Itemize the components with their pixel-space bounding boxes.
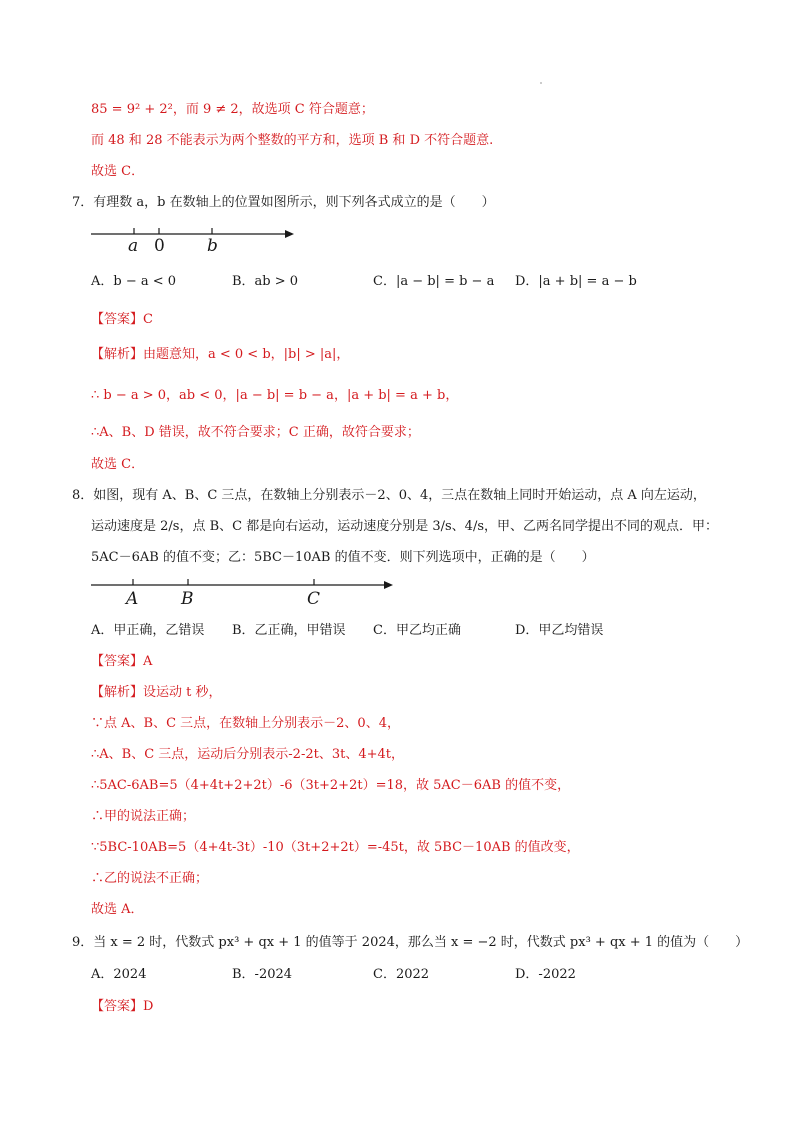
q7-axis-arrow — [285, 230, 294, 238]
q7-label-b: b — [207, 236, 218, 256]
q7-analysis-3: ∴A、B、D 错误，故不符合要求；C 正确，故符合要求； — [91, 425, 420, 440]
q8-stem-3: 5AC－6AB 的值不变；乙：5BC－10AB 的值不变．则下列选项中，正确的是（ ） — [91, 550, 595, 565]
q8-analysis-1: 【解析】设运动 t 秒， — [91, 685, 222, 700]
q7-option-c: C．|a − b| = b − a — [373, 274, 495, 289]
q8-analysis-6: ∵5BC-10AB=5（4+4t-3t）-10（3t+2+2t）=-45t，故 5BC－10AB 的值改变， — [91, 840, 580, 855]
q9-stem: 9．当 x = 2 时，代数式 px³ + qx + 1 的值等于 2024，那么当 x = −2 时，代数式 px³ + qx + 1 的值为（ ） — [72, 935, 749, 950]
q7-option-d: D．|a + b| = a − b — [515, 274, 637, 289]
scan-speck — [540, 82, 542, 84]
q7-label-a: a — [128, 236, 139, 256]
carryover-line-3: 故选 C． — [91, 164, 145, 179]
q9-option-a: A．2024 — [91, 967, 147, 982]
q8-analysis-7: ∴乙的说法不正确； — [91, 871, 209, 886]
q9-option-b: B．-2024 — [232, 967, 293, 982]
q8-option-d: D．甲乙均错误 — [515, 623, 604, 638]
q8-axis-arrow — [384, 581, 393, 589]
q9-answer: 【答案】D — [91, 999, 154, 1014]
q8-option-a: A．甲正确，乙错误 — [91, 623, 205, 638]
q8-analysis-5: ∴甲的说法正确； — [91, 809, 196, 824]
q8-label-c: C — [307, 589, 321, 609]
q8-label-b: B — [181, 589, 194, 609]
q8-option-b: B．乙正确，甲错误 — [232, 623, 346, 638]
q8-analysis-2: ∵点 A、B、C 三点，在数轴上分别表示－2、0、4， — [91, 716, 400, 731]
carryover-line-2: 而 48 和 28 不能表示为两个整数的平方和，选项 B 和 D 不符合题意. — [91, 133, 494, 148]
q7-number-line — [91, 220, 301, 256]
q9-option-c: C．2022 — [373, 967, 430, 982]
q7-option-b: B．ab > 0 — [232, 274, 299, 289]
q7-stem: 7．有理数 a，b 在数轴上的位置如图所示，则下列各式成立的是（ ） — [72, 195, 495, 210]
q7-option-a: A．b − a < 0 — [91, 274, 177, 289]
q7-analysis-1: 【解析】由题意知，a < 0 < b，|b| > |a|， — [91, 347, 350, 362]
q9-option-d: D．-2022 — [515, 967, 576, 982]
q7-answer: 【答案】C — [91, 312, 153, 327]
q8-answer: 【答案】A — [91, 654, 153, 669]
q8-stem-1: 8．如图，现有 A、B、C 三点，在数轴上分别表示－2、0、4，三点在数轴上同时开始运动，点 A 向左运动， — [72, 488, 706, 503]
carryover-line-1: 85 = 9² + 2²，而 9 ≠ 2，故选项 C 符合题意； — [91, 102, 374, 117]
q8-label-a: A — [126, 589, 139, 609]
q7-label-0: 0 — [154, 236, 165, 256]
q8-stem-2: 运动速度是 2/s，点 B、C 都是向右运动，运动速度分别是 3/s、4/s，甲、乙两名同学提出不同的观点．甲： — [91, 519, 718, 534]
q7-analysis-4: 故选 C． — [91, 457, 145, 472]
q8-number-line — [91, 573, 401, 609]
q8-analysis-8: 故选 A． — [91, 902, 144, 917]
q8-analysis-4: ∴5AC-6AB=5（4+4t+2+2t）-6（3t+2+2t）=18，故 5AC－6AB 的值不变， — [91, 778, 571, 793]
q8-option-c: C．甲乙均正确 — [373, 623, 461, 638]
q7-analysis-2: ∴ b − a > 0，ab < 0，|a − b| = b − a，|a + b| = a + b， — [91, 388, 459, 403]
q8-analysis-3: ∴A、B、C 三点，运动后分别表示-2-2t、3t、4+4t， — [91, 747, 404, 762]
